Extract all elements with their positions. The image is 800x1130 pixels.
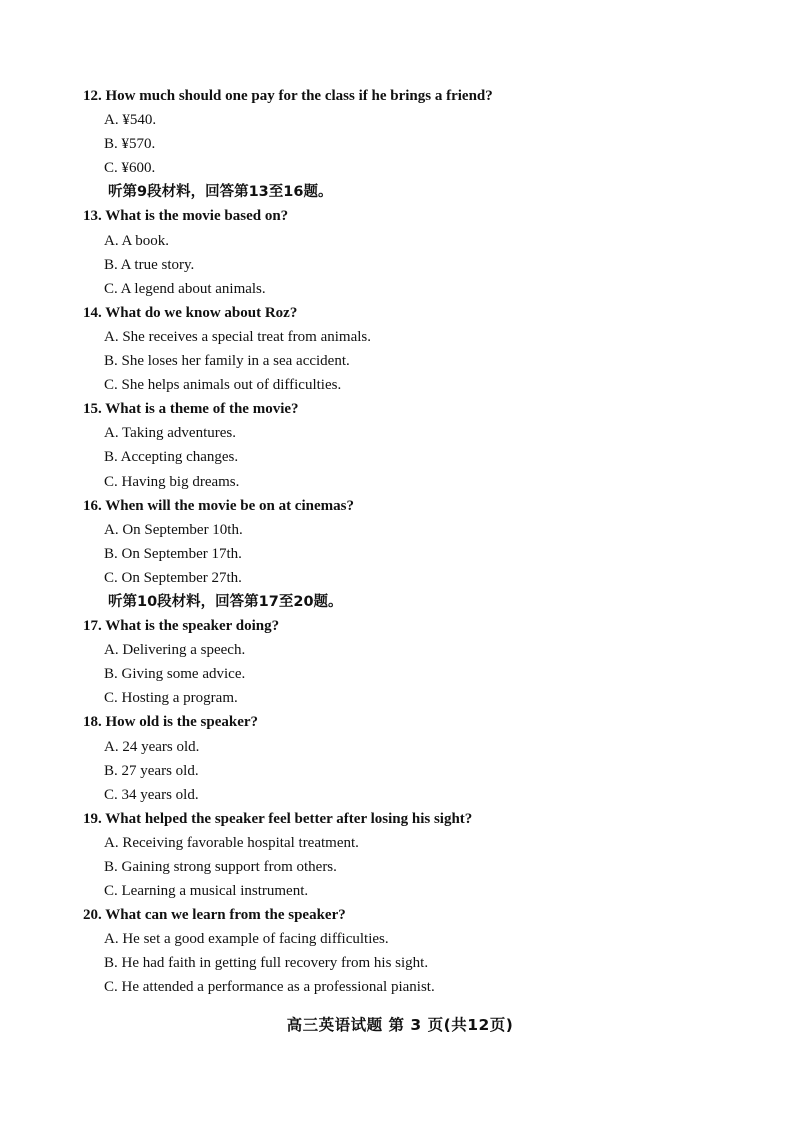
question-18-stem: 18. How old is the speaker? xyxy=(83,714,259,731)
question-19-option-b: B. Gaining strong support from others. xyxy=(104,859,337,875)
question-13-stem: 13. What is the movie based on? xyxy=(83,208,289,225)
question-18-option-c: C. 34 years old. xyxy=(104,786,199,803)
page-footer: 高三英语试题 第 3 页(共12页) xyxy=(286,1016,514,1034)
question-15-option-c: C. Having big dreams. xyxy=(104,473,240,490)
question-16-option-a: A. On September 10th. xyxy=(104,521,243,538)
question-13-option-b: B. A true story. xyxy=(104,256,195,273)
question-14-option-a: A. She receives a special treat from animals. xyxy=(104,328,371,345)
question-15-stem: 15. What is a theme of the movie? xyxy=(83,401,299,418)
question-12-option-c: C. ¥600. xyxy=(104,160,156,177)
question-15-option-a: A. Taking adventures. xyxy=(104,425,236,442)
question-14-option-c: C. She helps animals out of difficulties. xyxy=(104,377,342,394)
question-15-option-b: B. Accepting changes. xyxy=(104,449,239,466)
question-13-option-a: A. A book. xyxy=(104,232,170,249)
question-17-option-a: A. Delivering a speech. xyxy=(104,642,246,659)
question-20-option-c: C. He attended a performance as a professional pianist. xyxy=(104,979,435,996)
question-19-option-a: A. Receiving favorable hospital treatment. xyxy=(104,834,359,851)
question-18-option-a: A. 24 years old. xyxy=(104,738,200,755)
question-20-option-b: B. He had faith in getting full recovery from his sight. xyxy=(104,955,429,972)
question-16-stem: 16. When will the movie be on at cinemas? xyxy=(83,497,354,514)
question-19-stem: 19. What helped the speaker feel better after losing his sight? xyxy=(83,810,473,827)
question-19-option-c: C. Learning a musical instrument. xyxy=(104,883,309,900)
question-16-option-c: C. On September 27th. xyxy=(104,569,242,586)
section-instruction-10: 听第10段材料，回答第17至20题。 xyxy=(108,593,343,610)
question-12-option-b: B. ¥570. xyxy=(104,136,156,153)
question-16-option-b: B. On September 17th. xyxy=(104,545,242,562)
question-20-stem: 20. What can we learn from the speaker? xyxy=(83,907,346,924)
question-17-option-b: B. Giving some advice. xyxy=(104,666,246,683)
question-17-option-c: C. Hosting a program. xyxy=(104,690,238,707)
section-instruction-9: 听第9段材料，回答第13至16题。 xyxy=(108,184,333,201)
question-list xyxy=(83,84,773,1000)
question-20-option-a: A. He set a good example of facing difficulties. xyxy=(104,931,389,948)
question-18-option-b: B. 27 years old. xyxy=(104,762,199,779)
question-17-stem: 17. What is the speaker doing? xyxy=(83,618,280,635)
question-12-stem: 12. How much should one pay for the class if he brings a friend? xyxy=(83,88,493,104)
question-14-stem: 14. What do we know about Roz? xyxy=(83,304,298,321)
question-12-option-a: A. ¥540. xyxy=(104,112,157,129)
question-14-option-b: B. She loses her family in a sea accident. xyxy=(104,353,350,370)
question-13-option-c: C. A legend about animals. xyxy=(104,280,266,297)
